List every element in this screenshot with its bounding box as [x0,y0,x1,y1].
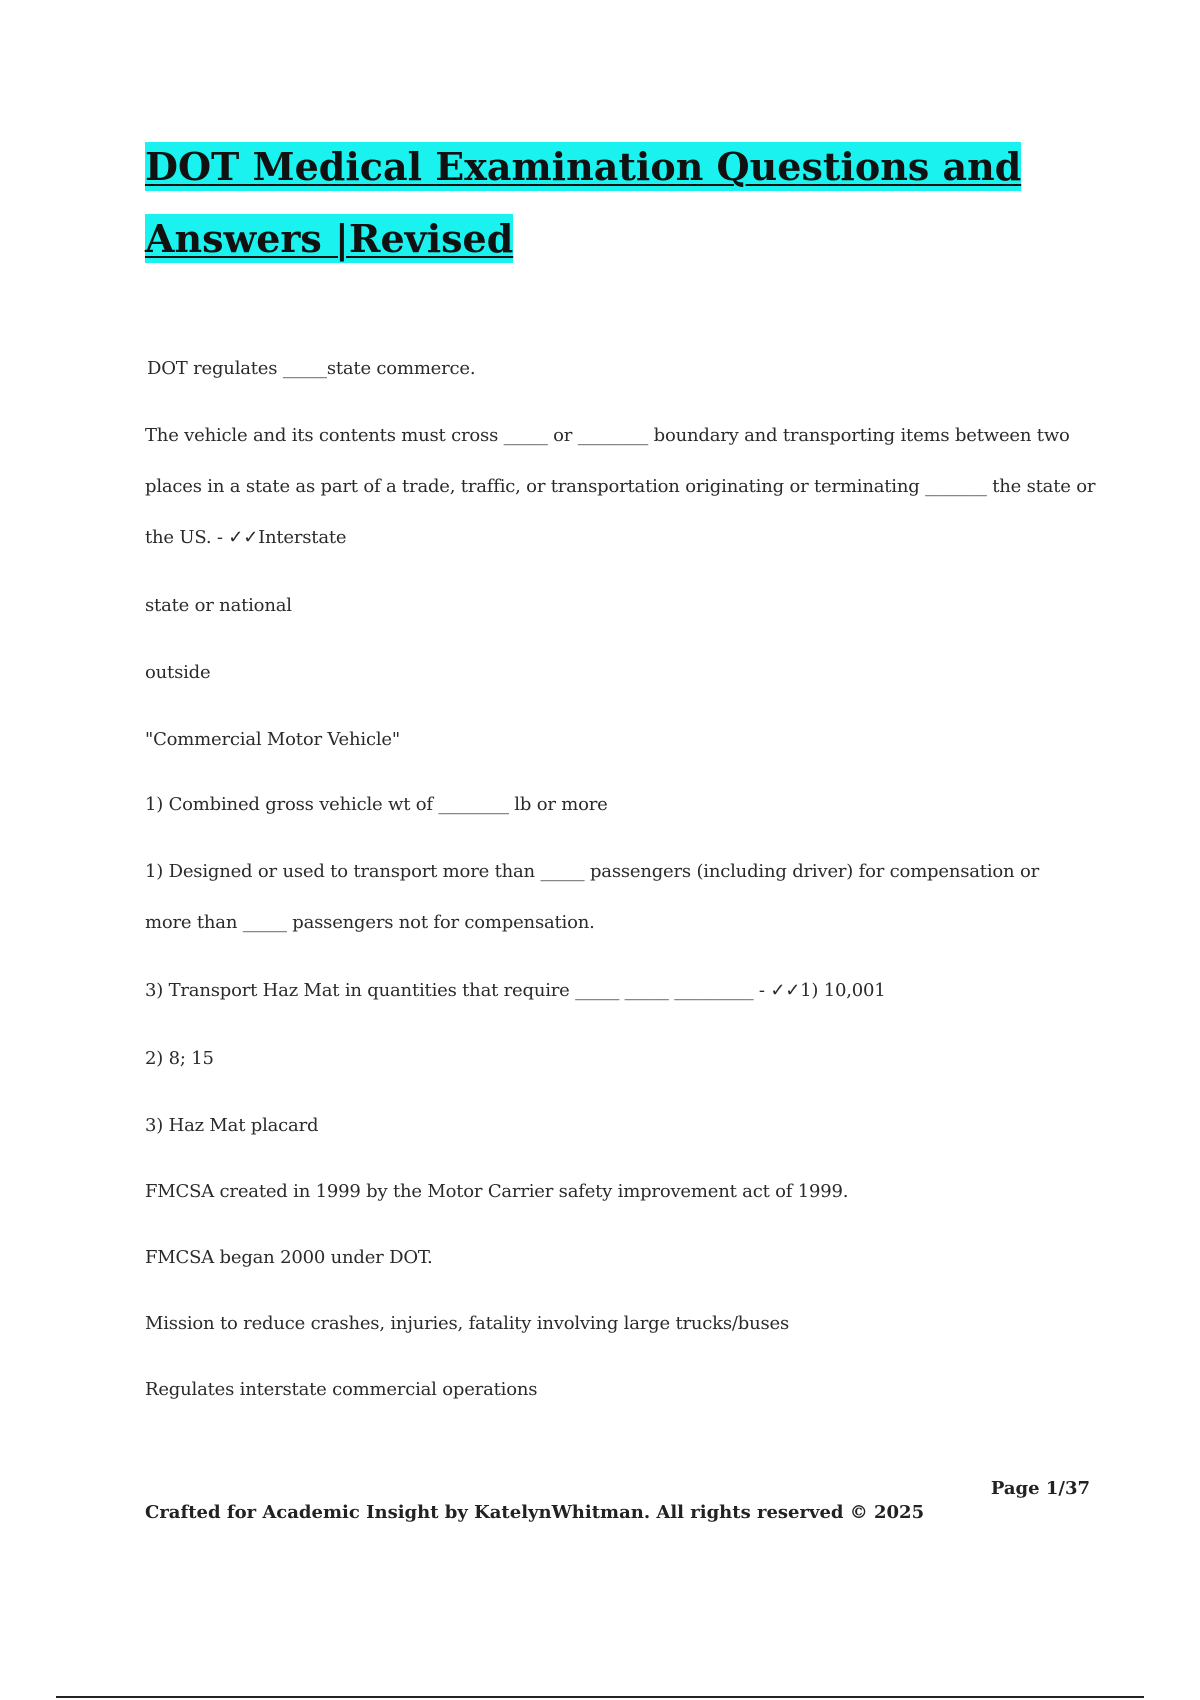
body-line-4: the US. - ✓✓Interstate [145,527,347,548]
page-number: Page 1/37 [990,1478,1090,1499]
body-line-7: "Commercial Motor Vehicle" [145,729,400,750]
body-line-2: The vehicle and its contents must cross _____ or ________ boundary and transporting items between two [145,425,1070,446]
body-line-10: more than _____ passengers not for compensation. [145,912,595,933]
body-line-5: state or national [145,595,292,616]
body-line-11: 3) Transport Haz Mat in quantities that require _____ _____ _________ - ✓✓1) 10,001 [145,980,886,1001]
document-title-line-2 [145,216,513,262]
footer-credit: Crafted for Academic Insight by KatelynWhitman. All rights reserved © 2025 [145,1502,925,1523]
title-highlight-1: DOT Medical Examination Questions and [145,144,1022,189]
body-line-15: FMCSA began 2000 under DOT. [145,1247,433,1268]
body-line-16: Mission to reduce crashes, injuries, fatality involving large trucks/buses [145,1313,790,1334]
body-line-12: 2) 8; 15 [145,1048,214,1069]
body-line-17: Regulates interstate commercial operations [145,1379,538,1400]
body-line-1: DOT regulates _____state commerce. [147,358,476,379]
title-highlight-2: Answers |Revised [145,216,514,261]
body-line-3: places in a state as part of a trade, traffic, or transportation originating or terminating _______ the state or [145,476,1096,497]
body-line-13: 3) Haz Mat placard [145,1115,319,1136]
body-line-8: 1) Combined gross vehicle wt of ________ lb or more [145,794,608,815]
bottom-divider [56,1696,1144,1698]
body-line-9: 1) Designed or used to transport more than _____ passengers (including driver) for compensation or [145,861,1039,882]
body-line-14: FMCSA created in 1999 by the Motor Carrier safety improvement act of 1999. [145,1181,849,1202]
body-line-6: outside [145,662,211,683]
document-title-line-1 [145,144,1021,190]
